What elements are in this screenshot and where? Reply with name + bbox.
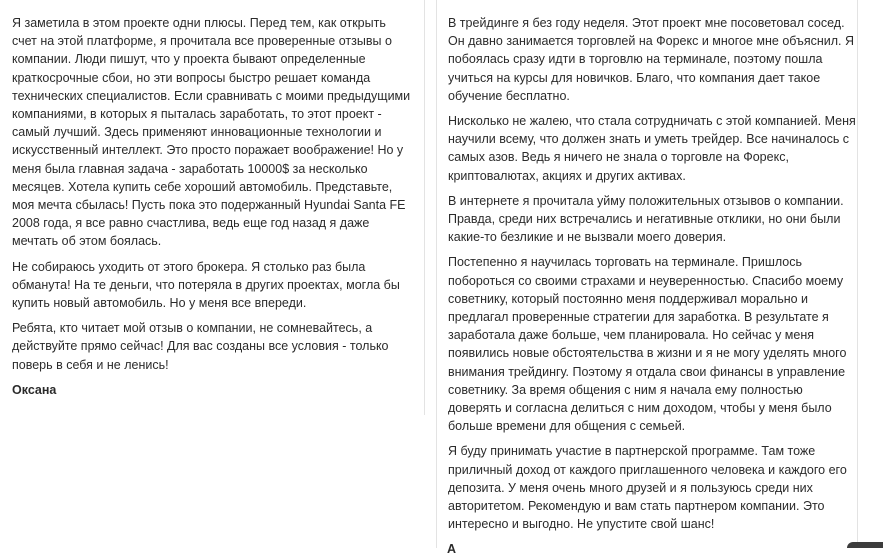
review-author-cut: А [447,542,457,556]
review-paragraph: Я заметила в этом проекте одни плюсы. Перед тем, как открыть счет на этой платформе, я прочитала все проверенные отзывы о компании. Люди пишут, что у проекта бывают определенные краткосрочные сбои, но эти вопросы быстро решает команда технических специалистов. Если сравнивать с моими предыдущими компаниями, в которых я пыталась заработать, то этот проект - самый лучший. Здесь применяют инновационные технологии и искусственный интеллект. Это просто поражает воображение! Но у меня была главная задача - заработать 10000$ за несколько месяцев. Хотела купить себе хороший автомобиль. Представьте, моя мечта сбылась! Пусть пока это подержанный Hyundai Santa FE 2008 года, я все равно счастлива, ведь еще год назад я даже мечтать об этом боялась. [12,16,411,249]
review-paragraph: Я буду принимать участие в партнерской программе. Там тоже приличный доход от каждого приглашенного человека и каждого его депозита. У меня очень много друзей и я пользуюсь среди них авторитетом. Рекомендую и вам стать партнером компании. Это интересно и выгодно. Не упустите свой шанс! [448,444,847,532]
review-paragraph: В трейдинге я без году неделя. Этот проект мне посоветовал сосед. Он давно занимается торговлей на Форекс и многое мне объяснил. Я побоялась сразу идти в торговлю на терминале, поэтому пошла учиться на курсы для новичков. Благо, что компания дает такое обучение бесплатно. [448,16,855,103]
review-card-oksana [0,0,425,415]
review-paragraph: Не собираюсь уходить от этого брокера. Я столько раз была обманута! На те деньги, что потеряла в других проектах, могла бы купить новый автомобиль. Но у меня все впереди. [12,259,400,311]
review-paragraph: Постепенно я научилась торговать на терминале. Пришлось побороться со своими страхами и неуверенностью. Спасибо моему советнику, который постоянно меня поддерживал морально и предлагал проверенные стратегии для заработка. В результате я заработала даже больше, чем планировала. Но сейчас у меня появились новые обстоятельства в жизни и я не могу уделять много внимания трейдингу. Поэтому я отдала свои финансы в управление советнику. За время общения с ним я начала ему полностью доверять и согласна делиться с ним доходом, чтобы у меня было больше времени для общения с семьей. [448,255,847,434]
review-paragraph: Нисколько не жалею, что стала сотрудничать с этой компанией. Меня научили всему, что должен знать и уметь трейдер. Все начиналось с самых азов. Ведь я ничего не знала о торговле на Форекс, криптовалютах, акциях и других активах. [448,114,856,183]
review-paragraph: Ребята, кто читает мой отзыв о компании, не сомневайтесь, а действуйте прямо сейчас! Для вас созданы все условия - только поверь в себя и не ленись! [12,321,389,372]
chat-widget-button[interactable] [847,542,883,548]
review-card-second [436,0,858,556]
review-paragraph: В интернете я прочитала уйму положительных отзывов о компании. Правда, среди них встречались и негативные отклики, но они были какие-то безликие и не вызвали моего доверия. [448,193,844,245]
review-author: Оксана [12,382,57,397]
